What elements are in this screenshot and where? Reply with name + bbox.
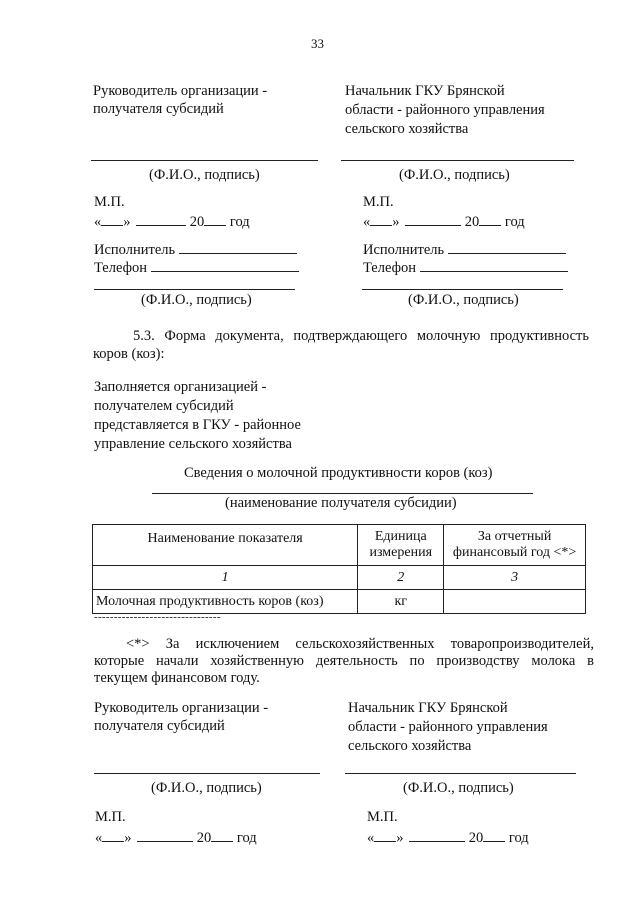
header-period: За отчетный финансовый год <*> (444, 525, 586, 566)
bottom-signature-line-right (345, 773, 576, 774)
column-number: 3 (444, 566, 586, 590)
bottom-left-title (94, 699, 268, 735)
recipient-line (152, 493, 533, 494)
table-number-row (93, 566, 586, 590)
footnote-rule: -------------------------------- (94, 611, 221, 623)
bottom-fio-label-left: (Ф.И.О., подпись) (151, 780, 262, 796)
top-right-title (345, 82, 545, 139)
bottom-right-title (348, 699, 548, 756)
phone-label: Телефон (94, 260, 147, 276)
stamp-label-left: М.П. (94, 194, 125, 210)
bottom-stamp-label-right: М.П. (367, 809, 398, 825)
date-line-right (363, 212, 525, 231)
executor-label: Исполнитель (94, 242, 176, 258)
top-left-title-line: получателя субсидий (93, 101, 224, 117)
bottom-signature-line-left (94, 773, 320, 774)
top-left-title (93, 82, 267, 118)
bottom-date-line-left (95, 828, 257, 847)
column-number: 1 (93, 566, 358, 590)
executor-right (363, 240, 566, 259)
date-line-left (94, 212, 250, 231)
signature-line-right (341, 160, 574, 161)
fio-label-right: (Ф.И.О., подпись) (399, 167, 510, 183)
stamp-label-right: М.П. (363, 194, 394, 210)
bottom-right-title-line: области - районного управления (348, 719, 548, 735)
section-heading-line1: 5.3. Форма документа, подтверждающего молочную продуктивность (133, 328, 589, 344)
bottom-fio-label-right: (Ф.И.О., подпись) (403, 780, 514, 796)
fill-note (94, 378, 301, 454)
quote-close: » (123, 214, 131, 230)
footnote-line3: текущем финансовом году. (94, 670, 260, 686)
executor-label: Исполнитель (363, 242, 445, 258)
cell-value[interactable] (444, 590, 586, 614)
footnote-line1: <*> За исключением сельскохозяйственных товаропроизводителей, (126, 636, 594, 652)
cell-unit: кг (358, 590, 444, 614)
top-right-title-line: Начальник ГКУ Брянской (345, 83, 505, 99)
year-suffix: год (504, 214, 525, 230)
recipient-caption: (наименование получателя субсидии) (225, 495, 457, 511)
bottom-right-title-line: сельского хозяйства (348, 738, 472, 754)
bottom-left-title-line: получателя субсидий (94, 718, 225, 734)
fill-note-line: получателем субсидий (94, 398, 234, 414)
executor-sign-line-right (362, 289, 563, 290)
column-number: 2 (358, 566, 444, 590)
form-title: Сведения о молочной продуктивности коров (коз) (184, 465, 493, 481)
quote-open: « (363, 214, 371, 230)
executor-left (94, 240, 297, 259)
fill-note-line: представляется в ГКУ - районное (94, 417, 301, 433)
year-suffix: год (508, 830, 529, 846)
quote-close: » (392, 214, 400, 230)
phone-left (94, 258, 299, 277)
phone-label: Телефон (363, 260, 416, 276)
table-row (93, 590, 586, 614)
quote-open: « (94, 214, 102, 230)
signature-line-left (91, 160, 318, 161)
executor-fio-left: (Ф.И.О., подпись) (141, 292, 252, 308)
executor-fio-right: (Ф.И.О., подпись) (408, 292, 519, 308)
quote-close: » (124, 830, 132, 846)
year-prefix: 20 (464, 214, 480, 230)
header-indicator: Наименование показателя (93, 525, 358, 566)
fio-label-left: (Ф.И.О., подпись) (149, 167, 260, 183)
fill-note-line: управление сельского хозяйства (94, 436, 292, 452)
page-number: 33 (311, 36, 324, 51)
quote-close: » (396, 830, 404, 846)
quote-open: « (95, 830, 103, 846)
top-right-title-line: сельского хозяйства (345, 121, 469, 137)
cell-indicator: Молочная продуктивность коров (коз) (93, 590, 358, 614)
bottom-stamp-label-left: М.П. (95, 809, 126, 825)
header-unit: Единица измерения (358, 525, 444, 566)
year-suffix: год (236, 830, 257, 846)
table-header-row (93, 525, 586, 566)
executor-sign-line-left (94, 289, 295, 290)
year-prefix: 20 (468, 830, 484, 846)
phone-right (363, 258, 568, 277)
bottom-right-title-line: Начальник ГКУ Брянской (348, 700, 508, 716)
productivity-table (92, 524, 586, 614)
year-suffix: год (229, 214, 250, 230)
bottom-left-title-line: Руководитель организации - (94, 700, 269, 716)
fill-note-line: Заполняется организацией - (94, 379, 267, 395)
quote-open: « (367, 830, 375, 846)
top-left-title-line: Руководитель организации - (93, 83, 268, 99)
footnote-line2: которые начали хозяйственную деятельность по производству молока в (94, 653, 594, 669)
bottom-date-line-right (367, 828, 529, 847)
section-heading-line2: коров (коз): (93, 346, 165, 362)
year-prefix: 20 (196, 830, 212, 846)
top-right-title-line: области - районного управления (345, 102, 545, 118)
year-prefix: 20 (189, 214, 205, 230)
